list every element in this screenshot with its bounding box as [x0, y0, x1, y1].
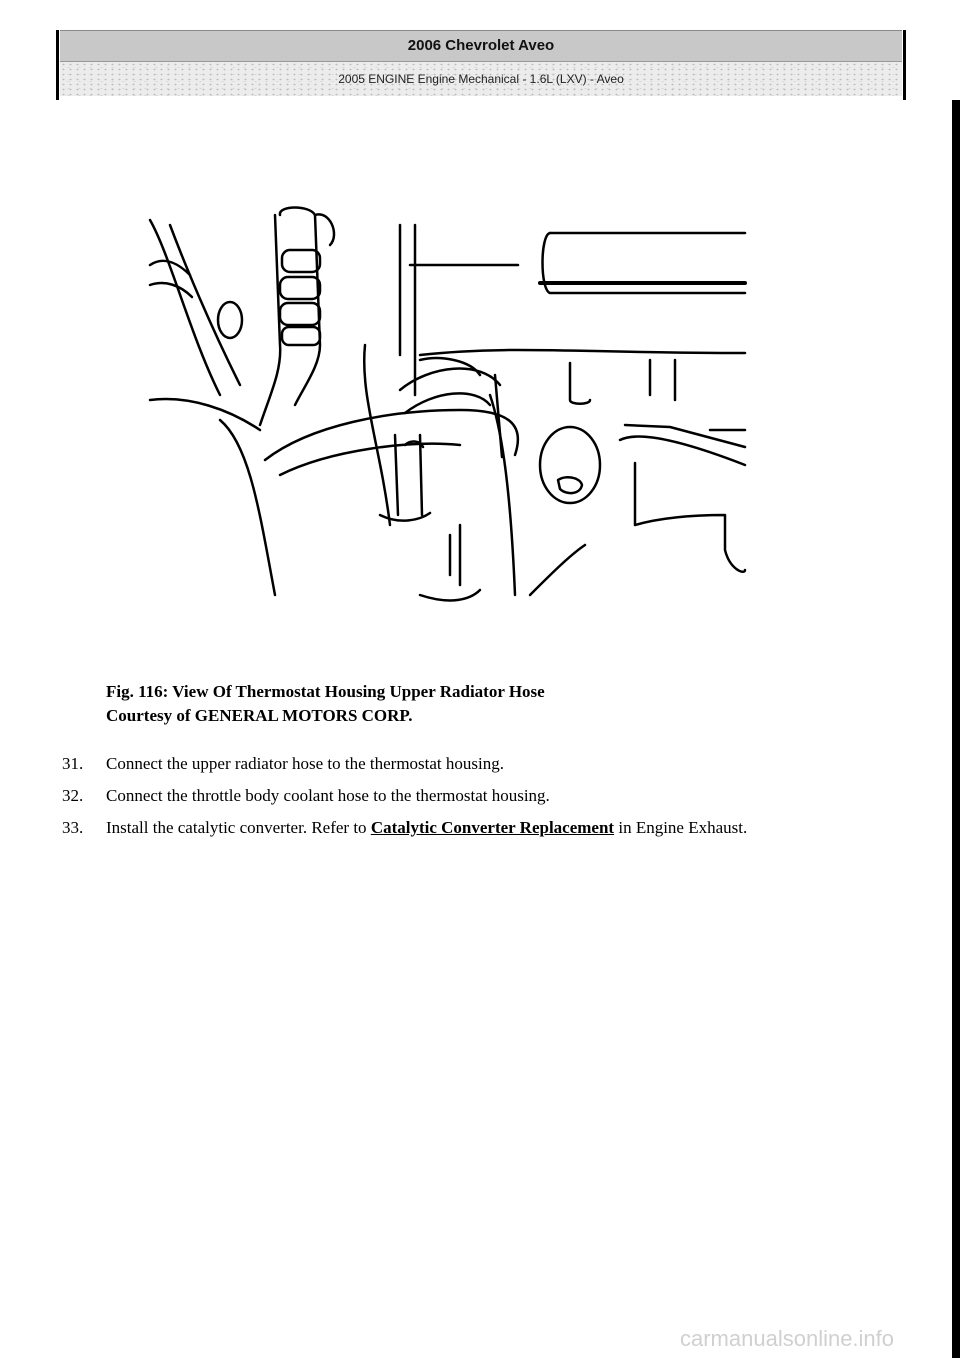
- step-number: 33.: [62, 818, 84, 837]
- thermostat-housing-illustration: [130, 195, 760, 615]
- header-subtitle: 2005 ENGINE Engine Mechanical - 1.6L (LXV) - Aveo: [60, 62, 902, 96]
- step-item: [62, 752, 892, 776]
- step-text: Connect the throttle body coolant hose to the thermostat housing.: [106, 786, 550, 805]
- step-item: [62, 784, 892, 808]
- figure-caption-title: Fig. 116: View Of Thermostat Housing Upper Radiator Hose: [106, 682, 545, 701]
- step-item: [62, 816, 892, 840]
- step-text: Connect the upper radiator hose to the thermostat housing.: [106, 754, 504, 773]
- step-text-after: in Engine Exhaust.: [614, 818, 748, 837]
- page-header: [60, 30, 902, 96]
- header-title: 2006 Chevrolet Aveo: [60, 30, 902, 62]
- procedure-steps: [62, 752, 892, 848]
- step-number: 32.: [62, 786, 84, 805]
- page-frame-right: [952, 100, 960, 1358]
- watermark: carmanualsonline.info: [680, 1326, 895, 1351]
- figure-caption-courtesy: Courtesy of GENERAL MOTORS CORP.: [106, 706, 413, 725]
- catalytic-converter-replacement-link[interactable]: Catalytic Converter Replacement: [370, 818, 615, 837]
- figure-caption: [106, 680, 866, 728]
- step-text-before: Install the catalytic converter. Refer to: [106, 818, 371, 837]
- page-frame-right-top: [903, 30, 906, 100]
- step-number: 31.: [62, 754, 84, 773]
- page-frame-left: [56, 30, 59, 100]
